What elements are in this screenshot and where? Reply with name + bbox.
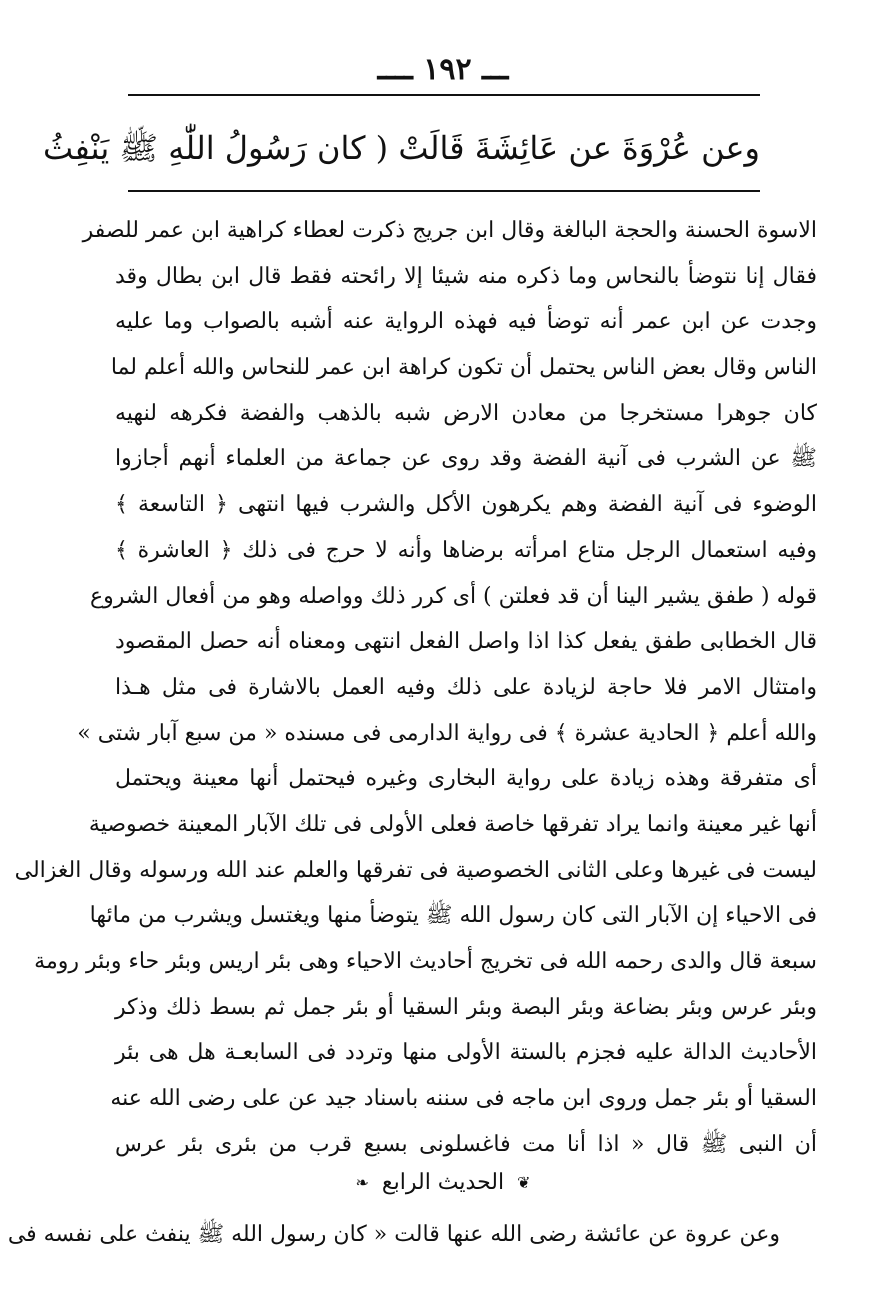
text-line: الوضوء فى آنية الفضة وهم يكرهون الأكل والشرب فيها انتهى ﴿ التاسعة ﴾ xyxy=(115,492,817,518)
text-line: السقيا أو بئر جمل وروى ابن ماجه فى سننه باسناد جيد عن على رضى الله عنه xyxy=(110,1086,817,1112)
text-line: أن النبى ﷺ قال « اذا أنا مت فاغسلونى بسبع قرب من بئرى بئر عرس xyxy=(115,1131,817,1157)
text-line: والله أعلم ﴿ الحادية عشرة ﴾ فى رواية الدارمى فى مسنده « من سبع آبار شتى » xyxy=(77,720,817,746)
hadith-matn: وعن عُرْوَةَ عن عَائِشَةَ قَالَتْ ( كان رَسُولُ اللّٰهِ ﷺ يَنْفِثُ xyxy=(43,129,760,167)
text-line: قال الخطابى طفق يفعل كذا اذا واصل الفعل انتهى ومعناه أنه حصل المقصود xyxy=(115,629,817,655)
commentary-text xyxy=(14,208,817,1167)
text-line: ليست فى غيرها وعلى الثانى الخصوصية فى تفرقها والعلم عند الله ورسوله وقال الغزالى xyxy=(14,857,817,883)
ornament-left-icon: ❧ xyxy=(355,1173,369,1192)
text-line: سبعة قال والدى رحمه الله فى تخريج أحاديث الاحياء وهى بئر اريس وبئر حاء وبئر رومة xyxy=(34,949,817,974)
ornament-right-icon: ❦ xyxy=(517,1173,531,1192)
text-line: قوله ( طفق يشير الينا أن قد فعلتن ) أى كرر ذلك وواصله وهو من أفعال الشروع xyxy=(90,583,817,609)
text-line: الاسوة الحسنة والحجة البالغة وقال ابن جريج ذكرت لعطاء كراهية ابن عمر للصفر xyxy=(82,218,817,243)
text-line: وامتثال الامر فلا حاجة لزيادة على ذلك وفيه العمل بالاشارة فى مثل هـذا xyxy=(115,674,817,700)
text-line: فقال إنا نتوضأ بالنحاس وما ذكره منه شيئا إلا رائحته فقط قال ابن بطال وقد xyxy=(115,263,817,289)
text-line: وبئر عرس وبئر بضاعة وبئر البصة وبئر السقيا أو بئر جمل ثم بسط ذلك وذكر xyxy=(115,994,817,1020)
text-line: وجدت عن ابن عمر أنه توضأ فيه فهذه الرواية عنه أشبه بالصواب وما عليه xyxy=(115,309,817,335)
section-heading xyxy=(0,1168,886,1198)
matn-separator-rule xyxy=(128,190,760,192)
section-heading-label: الحديث الرابع xyxy=(381,1170,505,1195)
text-line: كان جوهرا مستخرجا من معادن الارض شبه بالذهب والفضة فكرهه لنهيه xyxy=(115,400,817,426)
text-line: وفيه استعمال الرجل متاع امرأته برضاها وأنه لا حرج فى ذلك ﴿ العاشرة ﴾ xyxy=(115,537,817,563)
text-line: الأحاديث الدالة عليه فجزم بالستة الأولى منها وتردد فى السابعـة هل هى بئر xyxy=(115,1040,817,1066)
next-hadith-line: وعن عروة عن عائشة رضى الله عنها قالت « كان رسول الله ﷺ ينفث على نفسه فى xyxy=(7,1222,780,1247)
text-line: أنها غير معينة وانما يراد تفرقها خاصة فعلى الأولى فى تلك الآبار المعينة خصوصية xyxy=(88,811,817,837)
text-line: ﷺ عن الشرب فى آنية الفضة وقد روى عن جماعة من العلماء أنهم أجازوا xyxy=(115,446,817,472)
text-line: فى الاحياء إن الآبار التى كان رسول الله ﷺ يتوضأ منها ويغتسل ويشرب من مائها xyxy=(89,903,817,929)
top-rule xyxy=(128,94,760,96)
text-line: الناس وقال بعض الناس يحتمل أن تكون كراهة ابن عمر للنحاس والله أعلم لما xyxy=(110,355,817,381)
text-line: أى متفرقة وهذه زيادة على رواية البخارى وغيره فيحتمل أنها معينة ويحتمل xyxy=(115,766,817,792)
page-number: ـــ ١٩٢ ــــ xyxy=(377,52,509,87)
